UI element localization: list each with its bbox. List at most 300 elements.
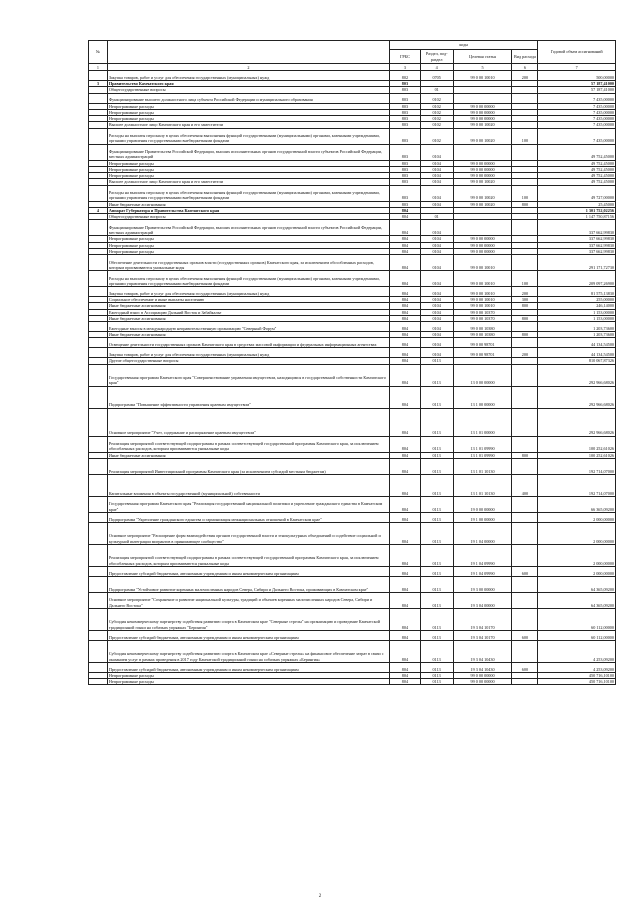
row-target-article: 19 3 04 10430: [453, 640, 512, 662]
row-amount: 100 252,61026: [538, 436, 616, 452]
row-name: Расходы на выплаты персоналу в целях обеспечения выполнения функций государственными (муниципальными) органами, казенными учреждениями, органами управления государственными внебюджетными фондами: [107, 271, 389, 287]
row-amount: 49 727,00000: [538, 185, 616, 201]
row-number: [89, 338, 108, 348]
row-name: Общегосударственные вопросы: [107, 87, 389, 93]
row-grbs: 802: [390, 71, 421, 81]
row-amount: 1 153,00000: [538, 315, 616, 321]
row-name: Подпрограмма "Укрепление гражданского единства и гармонизация межнациональных отношений в Камчатском крае": [107, 512, 389, 522]
row-number: [89, 386, 108, 408]
row-razdel: 0705: [420, 71, 453, 81]
row-amount: 810 067,87326: [538, 358, 616, 364]
row-target-article: 99 0 00 00000: [453, 116, 512, 122]
row-name: Функционирование Правительства Российской Федерации, высших исполнительных органов государственной власти субъектов Российской Федерации, местных администраций: [107, 144, 389, 160]
row-amount: 7 435,00000: [538, 103, 616, 109]
row-amount: 49 752,45000: [538, 173, 616, 179]
row-name: Предоставление субсидий бюджетным, автономным учреждениям и иным некоммерческим организациям: [107, 630, 389, 640]
row-expense-type: 600: [512, 566, 538, 576]
row-number: [89, 220, 108, 236]
row-target-article: 13 1 00 00000: [453, 386, 512, 408]
row-expense-type: 200: [512, 71, 538, 81]
row-number: [89, 512, 108, 522]
row-expense-type: [512, 386, 538, 408]
row-grbs: 803: [390, 185, 421, 201]
row-amount: 64 365,09200: [538, 592, 616, 608]
row-razdel: 0104: [420, 303, 453, 309]
row-grbs: 804: [390, 592, 421, 608]
row-amount: 291 171,72730: [538, 255, 616, 271]
row-name: Расходы на выплаты персоналу в целях обеспечения выполнения функций государственными (муниципальными) органами, казенными учреждениями, органами управления государственными внебюджетными фондами: [107, 185, 389, 201]
row-amount: 2 000,00000: [538, 512, 616, 522]
row-name: Подпрограмма "Устойчивое развитие коренных малочисленных народов Севера, Сибири и Дальнего Востока, проживающих в Камчатском крае": [107, 576, 389, 592]
row-razdel: 0104: [420, 332, 453, 338]
row-amount: 7 435,00000: [538, 116, 616, 122]
row-grbs: 803: [390, 144, 421, 160]
header-name: [107, 41, 389, 64]
row-number: [89, 662, 108, 672]
row-name: Субсидия некоммерческому партнерству содействия развитию спорта в Камчатском крае "Северные стрелы" на организацию и проведение Камчатской традиционной гонки на собачьих упряжках "Берингия": [107, 608, 389, 630]
row-name: Закупка товаров, работ и услуг для обеспечения государственных (муниципальных) нужд: [107, 348, 389, 358]
row-name: Расходы на выплаты персоналу в целях обеспечения выполнения функций государственными (муниципальными) органами, казенными учреждениями, органами управления государственными внебюджетными фондами: [107, 128, 389, 144]
row-number: [89, 436, 108, 452]
row-target-article: 99 0 00 00000: [453, 248, 512, 254]
row-razdel: 0104: [420, 185, 453, 201]
column-index: 2: [107, 64, 389, 71]
row-number: [89, 544, 108, 566]
row-target-article: 19 3 04 00000: [453, 592, 512, 608]
row-grbs: 803: [390, 93, 421, 103]
row-name: Непрограммные расходы: [107, 116, 389, 122]
row-target-article: 99 0 00 10020: [453, 185, 512, 201]
row-number: [89, 522, 108, 544]
row-name: Закупка товаров, работ и услуг для обеспечения государственных (муниципальных) нужд: [107, 287, 389, 297]
row-grbs: 804: [390, 452, 421, 458]
row-target-article: [453, 220, 512, 236]
row-amount: 44 134,54500: [538, 338, 616, 348]
row-number: [89, 144, 108, 160]
row-expense-type: 400: [512, 474, 538, 496]
column-index: 1: [89, 64, 108, 71]
row-grbs: 804: [390, 242, 421, 248]
row-razdel: 0104: [420, 166, 453, 172]
row-razdel: 0113: [420, 608, 453, 630]
table-row: [89, 512, 616, 522]
row-expense-type: [512, 640, 538, 662]
table-row: [89, 220, 616, 236]
table-row: [89, 592, 616, 608]
row-amount: 192 714,07000: [538, 474, 616, 496]
row-target-article: 99 0 00 10010: [453, 71, 512, 81]
row-grbs: 803: [390, 201, 421, 207]
row-grbs: 804: [390, 496, 421, 512]
row-amount: 337 662,99830: [538, 242, 616, 248]
row-razdel: 0113: [420, 358, 453, 364]
row-amount: 192 714,07000: [538, 458, 616, 474]
row-amount: 4 253,09200: [538, 662, 616, 672]
table-row: [89, 679, 616, 685]
row-number: [89, 255, 108, 271]
row-expense-type: [512, 364, 538, 386]
row-target-article: [453, 93, 512, 103]
row-amount: 66 365,09200: [538, 496, 616, 512]
row-name: Правительство Камчатского края: [107, 81, 389, 87]
row-name: Ежегодные взносы в международную неправительственную организацию "Северный Форум": [107, 322, 389, 332]
row-number: [89, 566, 108, 576]
row-grbs: 804: [390, 408, 421, 436]
row-target-article: 99 0 00 00000: [453, 109, 512, 115]
row-target-article: 19 1 04 00000: [453, 522, 512, 544]
table-row: [89, 322, 616, 332]
row-name: Реализация мероприятий Инвестиционной программы Камчатского края (за исключением субсидий местным бюджетам): [107, 458, 389, 474]
header-razdel: Раздел, под-раздел: [420, 50, 453, 64]
table-row: [89, 496, 616, 512]
row-target-article: 99 0 00 10020: [453, 128, 512, 144]
row-amount: 337 662,99830: [538, 220, 616, 236]
row-name: Иные бюджетные ассигнования: [107, 201, 389, 207]
table-row: [89, 436, 616, 452]
row-name: Непрограммные расходы: [107, 173, 389, 179]
row-target-article: 99 0 00 00000: [453, 173, 512, 179]
row-razdel: 0113: [420, 408, 453, 436]
row-grbs: 804: [390, 458, 421, 474]
row-target-article: 19 3 04 10170: [453, 630, 512, 640]
row-grbs: 804: [390, 679, 421, 685]
row-target-article: 99 0 00 10010: [453, 297, 512, 303]
table-row: [89, 474, 616, 496]
row-grbs: 804: [390, 662, 421, 672]
row-expense-type: 300: [512, 297, 538, 303]
row-razdel: 0113: [420, 386, 453, 408]
row-expense-type: [512, 512, 538, 522]
row-grbs: 804: [390, 358, 421, 364]
row-target-article: 13 1 01 10130: [453, 458, 512, 474]
row-grbs: 804: [390, 214, 421, 220]
row-name: Функционирование Правительства Российской Федерации, высших исполнительных органов государственной власти субъектов Российской Федерации, местных администраций: [107, 220, 389, 236]
table-row: [89, 630, 616, 640]
row-grbs: 804: [390, 364, 421, 386]
row-razdel: 0113: [420, 566, 453, 576]
row-amount: 49 752,45000: [538, 144, 616, 160]
row-expense-type: [512, 544, 538, 566]
row-target-article: 99 0 00 10020: [453, 179, 512, 185]
row-grbs: 803: [390, 179, 421, 185]
row-razdel: 0104: [420, 287, 453, 297]
table-body: [89, 71, 616, 685]
row-razdel: 0113: [420, 458, 453, 474]
row-number: [89, 576, 108, 592]
column-index-row: [89, 64, 616, 71]
row-grbs: 804: [390, 207, 421, 213]
row-name: Закупка товаров, работ и услуг для обеспечения государственных (муниципальных) нужд: [107, 71, 389, 81]
row-amount: 2 000,00000: [538, 522, 616, 544]
row-name: Непрограммные расходы: [107, 166, 389, 172]
row-target-article: 19 3 00 00000: [453, 576, 512, 592]
row-name: Предоставление субсидий бюджетным, автономным учреждениям и иным некоммерческим организациям: [107, 662, 389, 672]
row-name: Подпрограмма "Повышение эффективности управления краевым имуществом": [107, 386, 389, 408]
header-grbs: ГРБС: [390, 50, 421, 64]
row-grbs: 803: [390, 109, 421, 115]
row-razdel: 0113: [420, 512, 453, 522]
header-codes: коды: [390, 41, 538, 50]
row-name: Освещение деятельности государственных органов Камчатского края в средствах массовой информации и федеральных информационных агентствах: [107, 338, 389, 348]
row-amount: 7 435,00000: [538, 93, 616, 103]
row-grbs: 804: [390, 322, 421, 332]
row-razdel: 0104: [420, 322, 453, 332]
row-number: [89, 592, 108, 608]
row-expense-type: [512, 220, 538, 236]
row-target-article: 99 0 00 10380: [453, 332, 512, 338]
row-razdel: 01: [420, 87, 453, 93]
row-amount: 450 716,10100: [538, 679, 616, 685]
row-razdel: 0102: [420, 103, 453, 109]
table-row: [89, 93, 616, 103]
row-razdel: 0104: [420, 173, 453, 179]
row-target-article: 99 0 00 10370: [453, 315, 512, 321]
row-razdel: 0104: [420, 144, 453, 160]
row-razdel: 0104: [420, 248, 453, 254]
table-row: [89, 271, 616, 287]
table-row: [89, 338, 616, 348]
row-grbs: 804: [390, 287, 421, 297]
row-name: Реализация мероприятий соответствующей подпрограммы в рамках соответствующей государственной программы Камчатского края, за исключением обособленных расходов, которым присваиваются уникальные коды: [107, 544, 389, 566]
row-grbs: 804: [390, 332, 421, 338]
column-index: 4: [420, 64, 453, 71]
row-grbs: 803: [390, 122, 421, 128]
row-name: Иные бюджетные ассигнования: [107, 303, 389, 309]
row-expense-type: [512, 496, 538, 512]
row-number: [89, 71, 108, 81]
row-target-article: 99 0 00 10380: [453, 322, 512, 332]
row-grbs: 804: [390, 236, 421, 242]
row-number: [89, 271, 108, 287]
row-name: Предоставление субсидий бюджетным, автономным учреждениям и иным некоммерческим организациям: [107, 566, 389, 576]
row-razdel: 0113: [420, 522, 453, 544]
row-name: Непрограммные расходы: [107, 679, 389, 685]
row-amount: 255,00000: [538, 297, 616, 303]
row-target-article: [453, 144, 512, 160]
row-razdel: 0104: [420, 338, 453, 348]
row-amount: 57 187,41000: [538, 81, 616, 87]
row-name: Непрограммные расходы: [107, 160, 389, 166]
row-amount: 209 097,26900: [538, 271, 616, 287]
row-amount: 64 365,09200: [538, 576, 616, 592]
row-expense-type: 100: [512, 271, 538, 287]
row-amount: 7 435,00000: [538, 122, 616, 128]
row-target-article: 13 1 01 09990: [453, 436, 512, 452]
header-num: №: [89, 41, 108, 64]
row-razdel: 0104: [420, 201, 453, 207]
header-vr: Вид расхода: [512, 50, 538, 64]
row-expense-type: [512, 408, 538, 436]
row-target-article: 99 0 00 00000: [453, 679, 512, 685]
row-target-article: 99 0 00 10370: [453, 309, 512, 315]
row-razdel: 0113: [420, 640, 453, 662]
row-name: Иные бюджетные ассигнования: [107, 315, 389, 321]
row-number: [89, 287, 108, 297]
row-number: [89, 93, 108, 103]
row-grbs: 804: [390, 348, 421, 358]
row-name: Непрограммные расходы: [107, 103, 389, 109]
row-grbs: 804: [390, 576, 421, 592]
row-razdel: 0104: [420, 255, 453, 271]
row-name: Ежегодный взнос в Ассоциацию Дальний Восток и Забайкалье: [107, 309, 389, 315]
row-grbs: 803: [390, 116, 421, 122]
row-number: [89, 496, 108, 512]
row-number: [89, 364, 108, 386]
row-amount: 1 153,00000: [538, 309, 616, 315]
row-name: Непрограммные расходы: [107, 109, 389, 115]
row-target-article: 13 1 01 00000: [453, 408, 512, 436]
row-target-article: 19 3 04 10430: [453, 662, 512, 672]
row-razdel: 0113: [420, 452, 453, 458]
row-grbs: 804: [390, 271, 421, 287]
row-amount: 57 187,41000: [538, 87, 616, 93]
row-razdel: 0113: [420, 576, 453, 592]
row-expense-type: [512, 322, 538, 332]
row-expense-type: 800: [512, 201, 538, 207]
row-razdel: 0104: [420, 297, 453, 303]
row-target-article: 99 0 00 00000: [453, 103, 512, 109]
row-grbs: 804: [390, 248, 421, 254]
row-razdel: 0104: [420, 179, 453, 185]
row-target-article: 19 1 04 09990: [453, 544, 512, 566]
row-name: Реализация мероприятий соответствующей подпрограммы в рамках соответствующей государственной программы Камчатского края, за исключением обособленных расходов, которым присваиваются уникальные коды: [107, 436, 389, 452]
row-grbs: 804: [390, 315, 421, 321]
row-target-article: 19 1 00 00000: [453, 512, 512, 522]
row-amount: 60 112,00000: [538, 630, 616, 640]
row-razdel: 0102: [420, 122, 453, 128]
table-row: [89, 662, 616, 672]
row-expense-type: 600: [512, 630, 538, 640]
row-name: Непрограммные расходы: [107, 242, 389, 248]
table-row: [89, 386, 616, 408]
row-amount: 7 435,00000: [538, 128, 616, 144]
row-razdel: 01: [420, 214, 453, 220]
row-amount: 7 435,00000: [538, 109, 616, 115]
row-razdel: 0104: [420, 242, 453, 248]
row-target-article: 99 0 00 10010: [453, 255, 512, 271]
row-expense-type: 800: [512, 452, 538, 458]
row-number: 3: [89, 81, 108, 87]
row-target-article: 99 0 00 98701: [453, 348, 512, 358]
row-expense-type: 200: [512, 287, 538, 297]
row-target-article: 13 1 01 09990: [453, 452, 512, 458]
row-target-article: 99 0 00 00000: [453, 166, 512, 172]
row-target-article: 99 0 00 10020: [453, 122, 512, 128]
row-grbs: 804: [390, 544, 421, 566]
row-razdel: 0104: [420, 236, 453, 242]
row-razdel: 0102: [420, 109, 453, 115]
row-expense-type: [512, 608, 538, 630]
row-name: Аппарат Губернатора и Правительства Камчатского края: [107, 207, 389, 213]
row-number: 4: [89, 207, 108, 213]
row-grbs: 804: [390, 309, 421, 315]
row-target-article: 99 0 00 00000: [453, 160, 512, 166]
row-razdel: 0104: [420, 271, 453, 287]
row-target-article: 99 0 00 10010: [453, 287, 512, 297]
row-razdel: 0113: [420, 592, 453, 608]
row-grbs: 803: [390, 103, 421, 109]
row-grbs: 804: [390, 220, 421, 236]
table-row: [89, 144, 616, 160]
row-name: Основное мероприятие "Сохранение и развитие национальной культуры, традиций и обычаев коренных малочисленных народов Севера, Сибири и Дальнего Востока": [107, 592, 389, 608]
row-razdel: 0104: [420, 315, 453, 321]
row-number: [89, 474, 108, 496]
row-expense-type: [512, 144, 538, 160]
row-grbs: 803: [390, 87, 421, 93]
row-amount: 450 716,10100: [538, 672, 616, 678]
table-row: [89, 544, 616, 566]
row-amount: 1 203,73600: [538, 322, 616, 332]
row-target-article: 99 0 00 10020: [453, 201, 512, 207]
row-target-article: 99 0 00 00000: [453, 672, 512, 678]
row-amount: 4 253,09200: [538, 640, 616, 662]
row-number: [89, 458, 108, 474]
row-target-article: 19 0 00 00000: [453, 496, 512, 512]
row-name: Другие общегосударственные вопросы: [107, 358, 389, 364]
row-amount: 1 147 750,87156: [538, 214, 616, 220]
row-expense-type: 800: [512, 332, 538, 338]
row-amount: 49 752,45000: [538, 160, 616, 166]
row-amount: 500,00000: [538, 71, 616, 81]
row-grbs: 804: [390, 255, 421, 271]
row-expense-type: 800: [512, 315, 538, 321]
row-razdel: 0113: [420, 474, 453, 496]
row-grbs: 804: [390, 512, 421, 522]
table-row: [89, 576, 616, 592]
table-row: [89, 458, 616, 474]
row-grbs: 804: [390, 522, 421, 544]
budget-sheet: [88, 40, 616, 685]
row-grbs: 804: [390, 630, 421, 640]
budget-table: [88, 40, 616, 685]
row-amount: 246,14000: [538, 303, 616, 309]
row-number: [89, 640, 108, 662]
row-expense-type: 600: [512, 662, 538, 672]
column-index: 6: [512, 64, 538, 71]
row-razdel: 0113: [420, 679, 453, 685]
row-name: Государственная программа Камчатского края "Реализация государственной национальной политики и укрепление гражданского единства в Камчатском крае": [107, 496, 389, 512]
row-grbs: 803: [390, 166, 421, 172]
column-index: 3: [390, 64, 421, 71]
row-name: Общегосударственные вопросы: [107, 214, 389, 220]
table-row: [89, 71, 616, 81]
row-target-article: 99 0 00 10010: [453, 303, 512, 309]
table-row: [89, 608, 616, 630]
row-amount: 292 966,68026: [538, 386, 616, 408]
row-razdel: 0113: [420, 496, 453, 512]
row-name: Непрограммные расходы: [107, 248, 389, 254]
row-name: Основное мероприятие "Учет, содержание и распоряжение краевым имуществом": [107, 408, 389, 436]
row-expense-type: [512, 436, 538, 452]
row-name: Высшее должностное лицо Камчатского края и его заместители: [107, 122, 389, 128]
row-name: Капитальные вложения в объекты государственной (муниципальной) собственности: [107, 474, 389, 496]
row-expense-type: 100: [512, 128, 538, 144]
row-target-article: 13 1 01 10130: [453, 474, 512, 496]
row-razdel: 0102: [420, 116, 453, 122]
row-name: Государственная программа Камчатского края "Совершенствование управления имуществом, находящимся в государственной собственности Камчатского края": [107, 364, 389, 386]
row-razdel: 0113: [420, 672, 453, 678]
row-razdel: 0104: [420, 220, 453, 236]
table-row: [89, 348, 616, 358]
page-number: 2: [318, 894, 322, 899]
row-amount: 49 752,45000: [538, 179, 616, 185]
row-number: [89, 608, 108, 630]
row-grbs: 804: [390, 303, 421, 309]
row-number: [89, 348, 108, 358]
column-index: 5: [453, 64, 512, 71]
header-sum: Годовой объем ассигнований: [538, 41, 616, 64]
row-grbs: 804: [390, 474, 421, 496]
